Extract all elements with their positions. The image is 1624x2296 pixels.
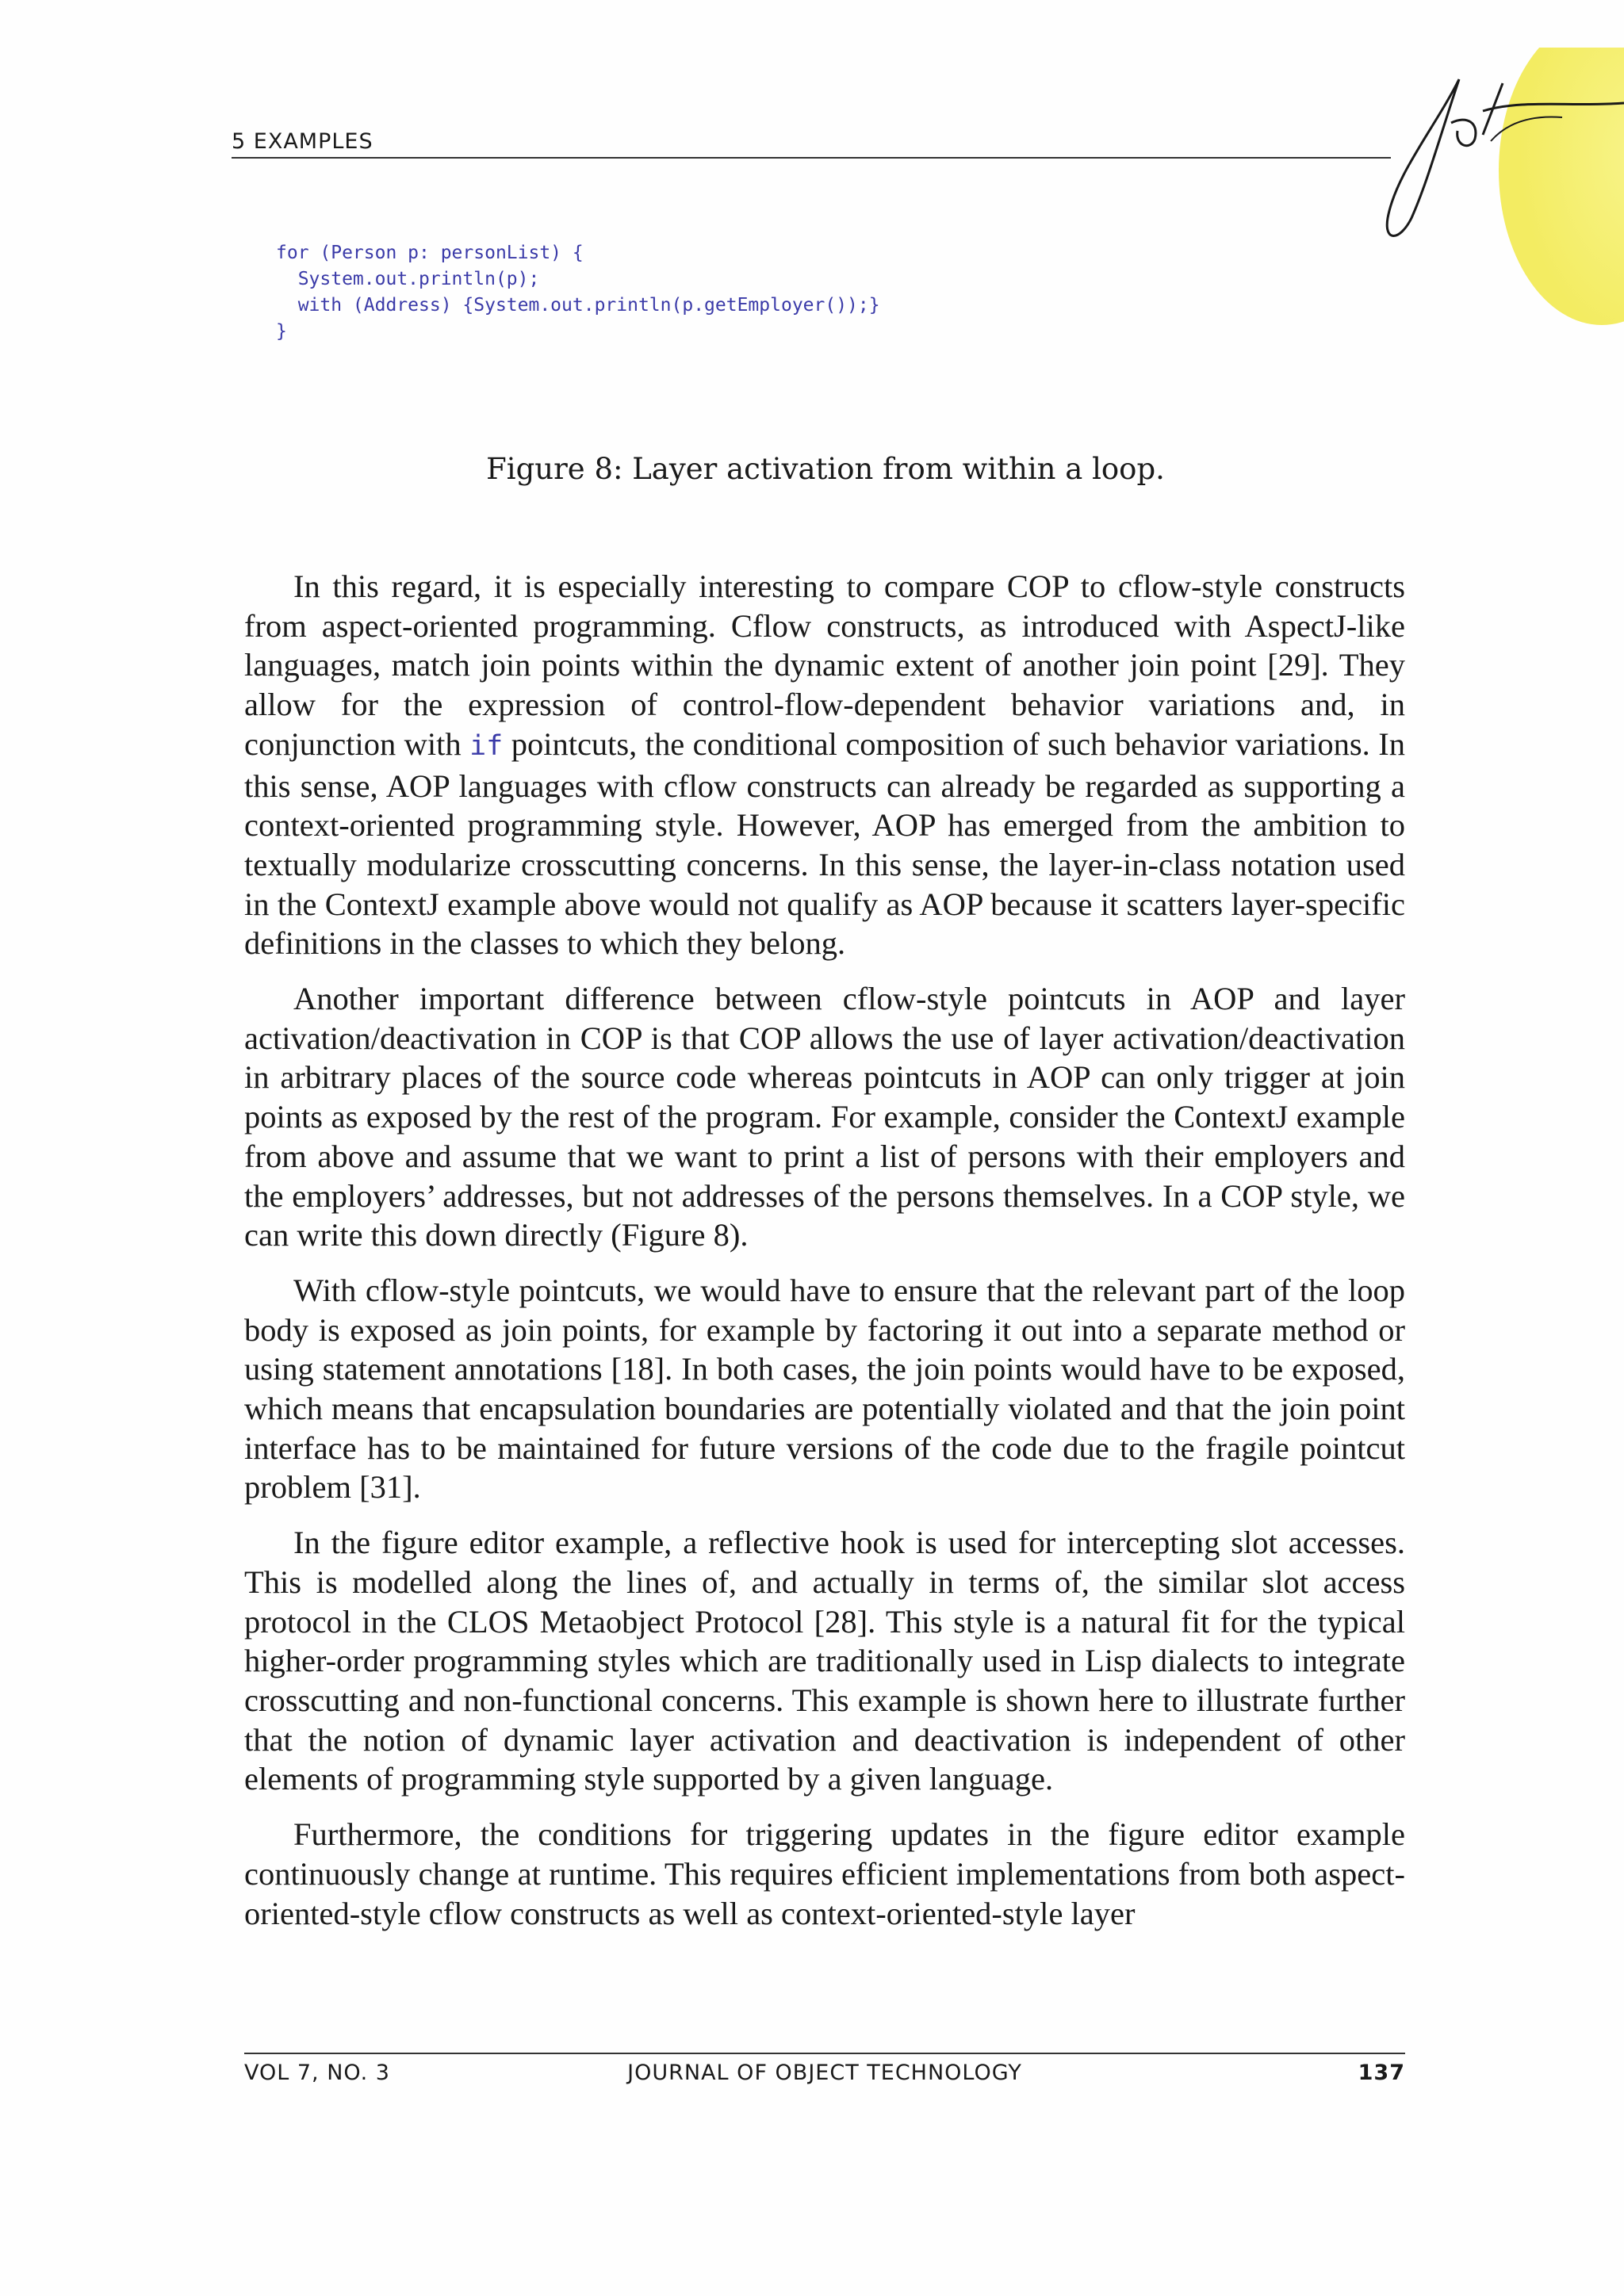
footer-rule [244, 2053, 1405, 2054]
page-number: 137 [1358, 2061, 1405, 2085]
paragraph: In the figure editor example, a reflective hook is used for intercepting slot accesses. This is modelled along the lines of, and actually in terms of, the similar slot access protocol in the CLOS Metaobject Protocol [28]. This style is a natural fit for the typical higher-order programming styles which are traditionally used in Lisp dialects to integrate crosscutting and non-functional concerns. This example is shown here to illustrate further that the notion of dynamic layer activation and deactivation is independent of other elements of programming style supported by a given language. [244, 1525, 1405, 1797]
logo-disc [1499, 48, 1624, 325]
footer-volume: VOL 7, NO. 3 [244, 2061, 390, 2085]
inline-code: if [469, 729, 504, 762]
paragraph: In this regard, it is especially interesting to compare COP to cflow-style constructs from aspect-oriented programming. Cflow constructs, as introduced with AspectJ-like languages, match join points within the dynamic extent of another join point [29]. They allow for the expression of control-flow-dependent behavior variations and, in conjunction with if pointcuts, the conditional composition of such behavior variations. In this sense, AOP languages with cflow constructs can already be regarded as supporting a context-oriented programming style. However, AOP has emerged from the ambition to textually modularize crosscutting concerns. In this sense, the layer-in-class notation used in the ContextJ example above would not qualify as AOP because it scatters layer-specific definitions in the classes to which they belong. [244, 568, 1405, 962]
code-line: } [276, 321, 287, 342]
body-text [244, 567, 1405, 1949]
code-listing [276, 240, 880, 345]
footer-journal: JOURNAL OF OBJECT TECHNOLOGY [627, 2061, 1022, 2085]
figure-caption: Figure 8: Layer activation from within a loop. [486, 452, 1165, 486]
running-head: 5 EXAMPLES [232, 129, 373, 154]
jot-logo [1364, 48, 1624, 349]
code-line: with (Address) {System.out.println(p.getEmployer());} [276, 295, 880, 316]
paragraph: With cflow-style pointcuts, we would have to ensure that the relevant part of the loop body is exposed as join points, for example by factoring it out into a separate method or using statement annotations [18]. In both cases, the join points would have to be exposed, which means that encapsulation boundaries are potentially violated and that the join point interface has to be maintained for future versions of the code due to the fragile pointcut problem [31]. [244, 1272, 1405, 1506]
header-rule [232, 157, 1391, 159]
code-line: System.out.println(p); [276, 269, 540, 289]
paragraph: Furthermore, the conditions for triggering updates in the figure editor example continuously change at runtime. This requires efficient implementations from both aspect-oriented-style cflow constructs as well as context-oriented-style layer [244, 1816, 1405, 1931]
paragraph: Another important difference between cflow-style pointcuts in AOP and layer activation/deactivation in COP is that COP allows the use of layer activation/deactivation in arbitrary places of the source code whereas pointcuts in AOP can only trigger at join points as exposed by the rest of the program. For example, consider the ContextJ example from above and assume that we want to print a list of persons with their employers and the employers’ addresses, but not addresses of the persons themselves. In a COP style, we can write this down directly (Figure 8). [244, 981, 1405, 1253]
logo-signature [1387, 79, 1459, 236]
code-line: for (Person p: personList) { [276, 243, 584, 263]
